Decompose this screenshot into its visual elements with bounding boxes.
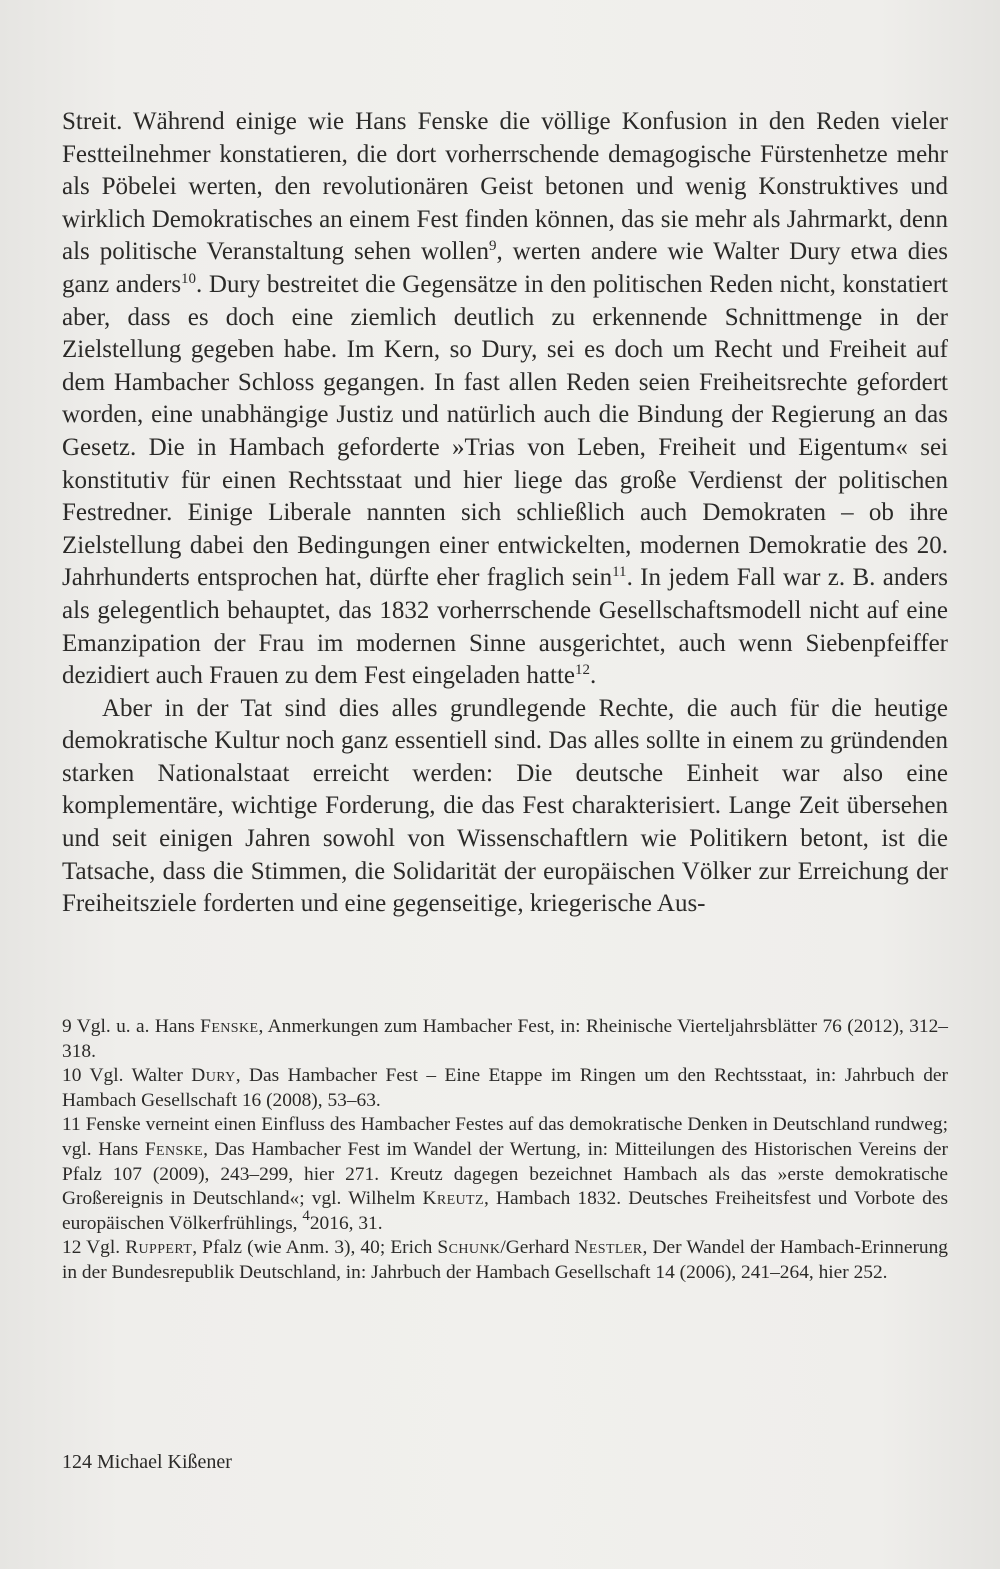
footnote-ref-10: 10 [181, 270, 197, 287]
footnote-10: 10 Vgl. Walter Dury, Das Hambacher Fest – Eine Etappe im Ringen um den Rechtsstaat, in: Jahrbuch der Hambach Gesellschaft 16 (2008), 53–63. [62, 1065, 948, 1111]
footnote-ref-9: 9 [489, 238, 497, 255]
author-name: Dury [191, 1065, 236, 1087]
footnote-12: 12 Vgl. Ruppert, Pfalz (wie Anm. 3), 40; Erich Schunk/Gerhard Nestler, Der Wandel der Hambach-Erinnerung in der Bundesrepublik Deutschland, in: Jahrbuch der Hambach Gesellschaft 14 (2006), 241–264, hier 252. [62, 1237, 949, 1283]
edition-superscript: 4 [302, 1207, 310, 1224]
page-footer [62, 1450, 232, 1474]
author-name: Fenske [144, 1138, 204, 1160]
main-text [62, 106, 948, 921]
paragraph-2: Aber in der Tat sind dies alles grundlegende Rechte, die auch für die heutige demokratische Kultur noch ganz essentiell sind. Das alles sollte in einem zu gründenden starken Nationalstaat erreicht werden: Die deutsche Einheit war also eine komplementäre, wichtige Forderung, die das Fest charakterisiert. Lange Zeit übersehen und seit einigen Jahren sowohl von Wissenschaftlern wie Politikern betont, ist die Tatsache, dass die Stimmen, die Solidarität der europäischen Völker zur Erreichung der Freiheitsziele forderten und eine gegenseitige, kriegerische Aus- [62, 694, 948, 918]
footnote-ref-12: 12 [575, 662, 590, 679]
author-name: Fenske [200, 1016, 259, 1037]
author-name: Ruppert [125, 1237, 193, 1259]
footnote-9: 9 Vgl. u. a. Hans Fenske, Anmerkungen zum Hambacher Fest, in: Rheinische Vierteljahrsblätter 76 (2012), 312–318. [62, 1016, 948, 1062]
footnote-11: 11 Fenske verneint einen Einfluss des Hambacher Festes auf das demokratische Denken in Deutschland rundweg; vgl. Hans Fenske, Das Hambacher Fest im Wandel der Wertung, in: Mitteilungen des Historischen Vereins der Pfalz 107 (2009), 243–299, hier 271. Kreutz dagegen bezeichnet Hambach als das »erste demokratische Großereignis in Deutschland«; vgl. Wilhelm Kreutz, Hambach 1832. Deutsches Freiheitsfest und Vorbote des europäischen Völkerfrühlings, $^4$2016, 31. [62, 1114, 948, 1234]
author-name: Nestler [574, 1237, 643, 1259]
footnotes [62, 1015, 948, 1286]
paragraph-1: Streit. Während einige wie Hans Fenske die völlige Konfusion in den Reden vieler Festteilnehmer konstatieren, die dort vorherrschende demagogische Fürstenhetze mehr als Pöbelei werten, den revolutionären Geist betonen und wenig Konstruktives und wirklich Demokratisches an einem Fest finden können, das sie mehr als Jahrmarkt, denn als politische Veranstaltung sehen wollen$^9$, werten andere wie Walter Dury etwa dies ganz anders$^{10}$. Dury bestreitet die Gegensätze in den politischen Reden nicht, konstatiert aber, dass es doch eine ziemlich deutlich zu erkennende Schnittmenge in der Zielstellung gegeben habe. Im Kern, so Dury, sei es doch um Recht und Freiheit auf dem Hambacher Schloss gegangen. In fast allen Reden seien Freiheitsrechte gefordert worden, eine unabhängige Justiz und natürlich auch die Bindung der Regierung an das Gesetz. Die in Hambach geforderte »Trias von Leben, Freiheit und Eigentum« sei konstitutiv für einen Rechtsstaat und hier liege das große Verdienst der politischen Festredner. Einige Liberale nannten sich schließlich auch Demokraten – ob ihre Zielstellung dabei den Bedingungen einer entwickelten, modernen Demokratie des 20. Jahrhunderts entsprochen hat, dürfte eher fraglich sein$^{11}$. In jedem Fall war z. B. anders als gelegentlich behauptet, das 1832 vorherrschende Gesellschaftsmodell nicht auf eine Emanzipation der Frau im modernen Sinne ausgerichtet, auch wenn Siebenpfeiffer dezidiert auch Frauen zu dem Fest eingeladen hatte$^{12}$. [62, 108, 949, 690]
footnote-ref-11: 11 [612, 564, 627, 581]
running-author: Michael Kißener [97, 1451, 232, 1473]
author-name: Schunk [437, 1237, 501, 1259]
page-number: 124 [62, 1451, 92, 1473]
author-name: Kreutz [422, 1188, 484, 1210]
